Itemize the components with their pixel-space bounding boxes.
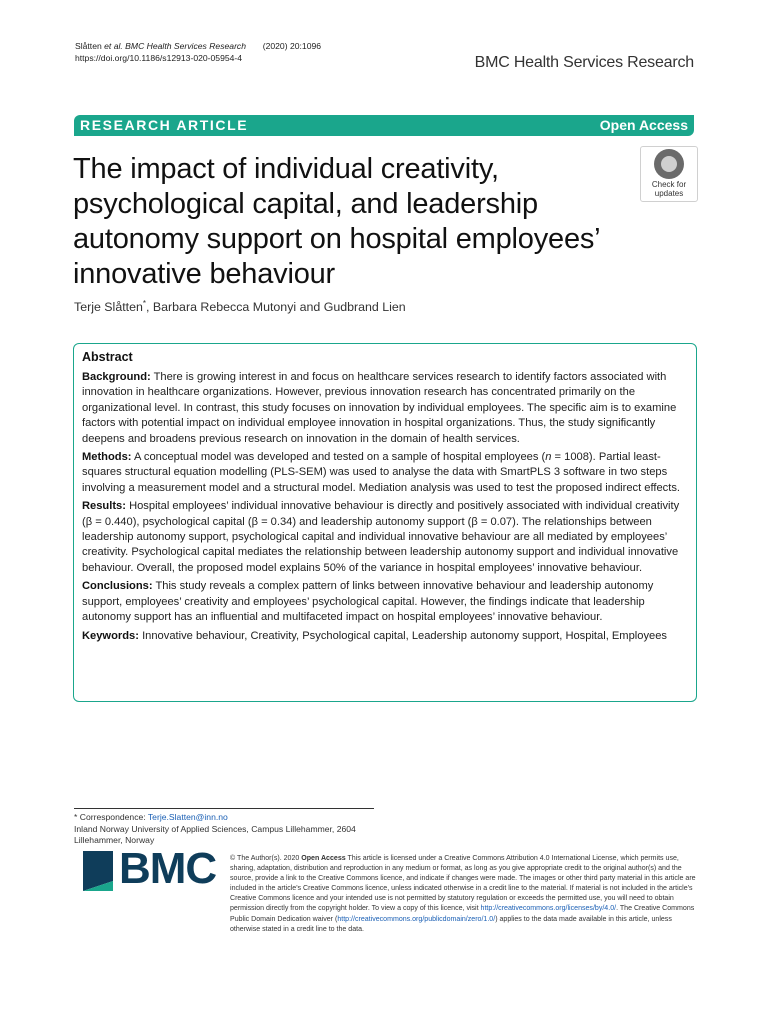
check-for-updates-line1: Check for <box>651 180 687 189</box>
citation-year-volume: (2020) 20:1096 <box>262 41 322 51</box>
correspondence-affiliation: Inland Norway University of Applied Sciences, Campus Lillehammer, 2604 Lillehammer, Norway <box>74 823 356 845</box>
bmc-logo-text: BMC <box>119 844 217 893</box>
conclusions-text: This study reveals a complex pattern of links between innovative behaviour and leadership autonomy support, employees’ creativity and employees’ psychological capital. However, the findings indicate that leadership autonomy support has an influential and multifaceted impact on hospital employees’ innovative behaviour. <box>82 580 654 624</box>
license-copyright: © The Author(s). 2020 <box>230 855 302 862</box>
author-list <box>74 299 406 314</box>
abstract-heading: Abstract <box>82 350 133 364</box>
conclusions-label: Conclusions: <box>82 580 153 593</box>
correspondence-label: * Correspondence: <box>74 812 148 822</box>
article-title: The impact of individual creativity, psychological capital, and leadership autonomy support on hospital employees’ innovative behaviour <box>73 153 600 290</box>
abstract-conclusions <box>82 579 688 625</box>
license-text-1: This article is licensed under a Creative Commons Attribution 4.0 International License, which permits use, sharing, adaptation, distribution and reproduction in any medium or format, as long as you give appropriate credit to the original author(s) and the source, provide a link to the Creative Commons licence, and indicate if changes were made. The images or other third party material in this article are included in the article's Creative Commons licence, unless indicated otherwise in a credit line to the material. If material is not included in the article's Creative Commons licence and your intended use is not permitted by statutory regulation or exceeds the permitted use, you will need to obtain permission directly from the copyright holder. To view a copy of this licence, visit <box>230 855 696 913</box>
license-link-by[interactable]: http://creativecommons.org/licenses/by/4.0/ <box>480 905 617 913</box>
citation-line <box>75 41 321 51</box>
abstract-box <box>73 343 697 702</box>
bmc-logo-mark-icon <box>83 851 117 891</box>
bmc-logo <box>83 844 217 893</box>
doi-link[interactable]: https://doi.org/10.1186/s12913-020-05954-4 <box>75 53 243 63</box>
check-for-updates-text <box>641 180 697 198</box>
article-type-label: RESEARCH ARTICLE <box>80 117 249 133</box>
keywords-text: Innovative behaviour, Creativity, Psychological capital, Leadership autonomy support, Hospital, Employees <box>138 629 667 642</box>
corresponding-mark: * <box>142 299 146 308</box>
abstract-results <box>82 499 688 576</box>
license-open-access: Open Access <box>301 855 346 862</box>
results-label: Results: <box>82 500 126 513</box>
footnote-divider <box>74 808 374 809</box>
article-type-banner <box>74 115 694 136</box>
methods-text-2: = 1008). Partial least-squares structural equation modelling (PLS-SEM) was used to analyse the data with SmartPLS 3 software in two steps involving a measurement model and a structural model. Mediation analysis was used to test the proposed indirect effects. <box>82 451 680 494</box>
corresponding-author[interactable]: Terje Slåtten <box>74 300 143 315</box>
co-authors: , Barbara Rebecca Mutonyi and Gudbrand Lien <box>146 300 406 315</box>
license-link-zero[interactable]: http://creativecommons.org/publicdomain/zero/1.0/ <box>337 915 496 923</box>
methods-n: n <box>545 451 552 464</box>
check-for-updates-icon <box>654 149 684 179</box>
results-text: Hospital employees’ individual innovative behaviour is directly and positively associated with individual creativity (β = 0.440), psychological capital (β = 0.34) and leadership autonomy support (β = 0.07). The relationships between leadership autonomy support, psychological capital and individual innovative behaviour are all mediated by employees’ creativity. Psychological capital mediates the relationship between leadership autonomy support and individual innovative behaviour. Overall, the proposed model explains 50% of the variance in hospital employees’ innovative behaviour. <box>82 500 680 574</box>
open-access-label: Open Access <box>599 117 688 133</box>
methods-label: Methods: <box>82 451 132 464</box>
abstract-background <box>82 370 688 447</box>
abstract-keywords <box>82 629 688 644</box>
journal-name: BMC Health Services Research <box>474 54 694 71</box>
license-statement <box>230 854 700 935</box>
background-text: There is growing interest in and focus on healthcare services research to identify factors associated with innovation in healthcare organizations. However, previous innovation research has concentrated primarily on the organizational level. In contrast, this study focuses on innovation by individual employees. The specific aim is to examine factors with potential impact on individual employee innovation in hospital organizations. Thus, the study significantly deepens and broadens previous research on innovation in the domain of health services. <box>82 371 677 445</box>
citation-author: Slåtten <box>75 41 102 51</box>
keywords-label: Keywords: <box>82 629 139 642</box>
citation-etal: et al. BMC Health Services Research <box>104 41 247 51</box>
abstract-methods <box>82 450 688 496</box>
background-label: Background: <box>82 371 151 383</box>
check-for-updates-badge[interactable] <box>640 146 698 202</box>
correspondence-note <box>74 812 374 847</box>
license-text-3: ) applies to the data made available in this article, unless otherwise stated in a credit line to the data. <box>230 915 672 933</box>
license-text-2: . The Creative Commons Public Domain Dedication waiver ( <box>230 905 695 923</box>
methods-text-1: A conceptual model was developed and tested on a sample of hospital employees ( <box>131 451 546 464</box>
correspondence-email-link[interactable]: Terje.Slatten@inn.no <box>147 812 228 822</box>
check-for-updates-line2: updates <box>654 189 684 198</box>
